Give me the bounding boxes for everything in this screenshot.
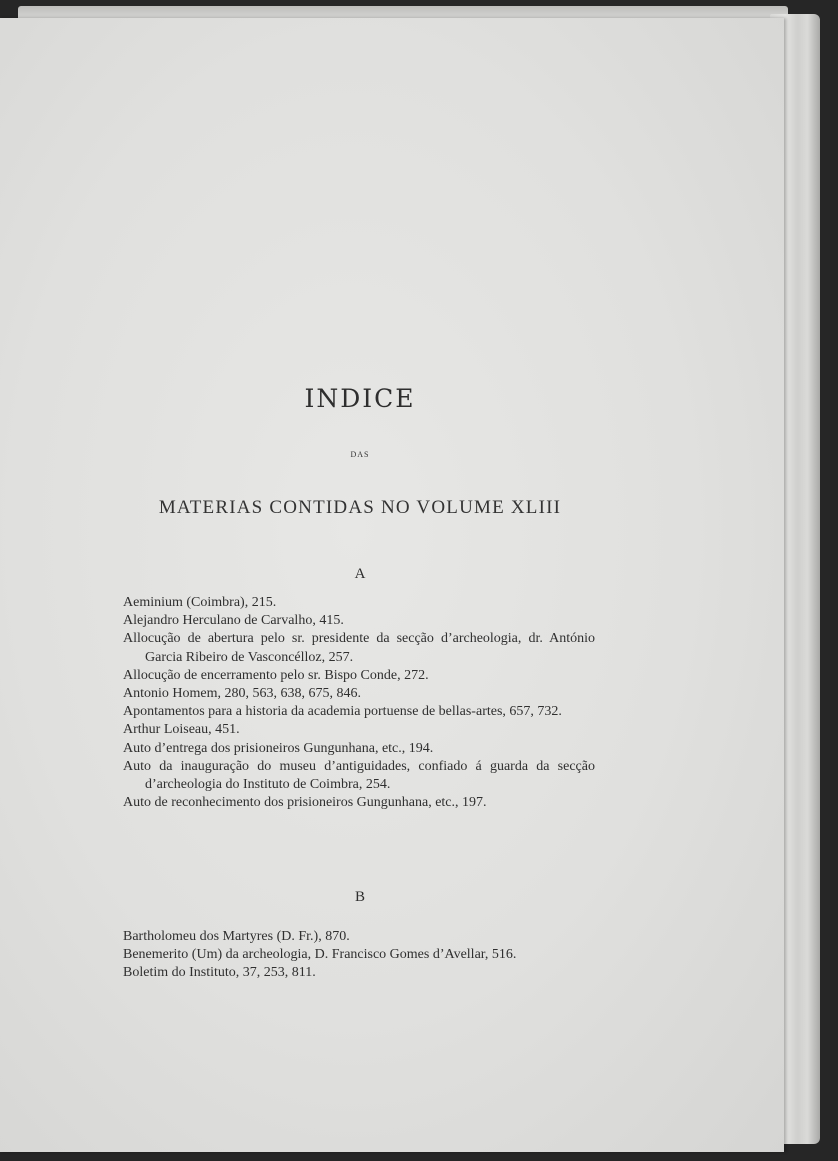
index-entry: Apontamentos para a historia da academia portuense de bellas-artes, 657, 732. bbox=[123, 704, 562, 720]
index-list-a bbox=[123, 594, 595, 812]
page-title: INDICE bbox=[304, 384, 416, 413]
section-letter-b: B bbox=[354, 889, 365, 905]
index-list-b bbox=[123, 928, 595, 983]
section-letter-a: A bbox=[354, 566, 366, 582]
index-entry: Auto d’entrega dos prisioneiros Gungunhana, etc., 194. bbox=[123, 740, 434, 756]
index-entry: Antonio Homem, 280, 563, 638, 675, 846. bbox=[123, 686, 361, 702]
index-entry: Auto da inauguração do museu d’antiguidades, confiado á guarda da secção d’archeologia do Instituto de Coimbra, 254. bbox=[123, 758, 595, 793]
page-das: DAS bbox=[350, 450, 370, 459]
page-subtitle: MATERIAS CONTIDAS NO VOLUME XLIII bbox=[158, 497, 562, 518]
index-entry: Boletim do Instituto, 37, 253, 811. bbox=[123, 965, 316, 981]
index-entry: Allocução de abertura pelo sr. presidente da secção d’archeologia, dr. António Garcia Ribeiro de Vasconcélloz, 257. bbox=[123, 631, 595, 665]
index-entry: Auto de reconhecimento dos prisioneiros Gungunhana, etc., 197. bbox=[123, 795, 487, 811]
index-entry: Benemerito (Um) da archeologia, D. Francisco Gomes d’Avellar, 516. bbox=[123, 947, 517, 963]
index-entry: Aeminium (Coimbra), 215. bbox=[123, 595, 277, 610]
index-entry: Bartholomeu dos Martyres (D. Fr.), 870. bbox=[123, 929, 350, 944]
document-page bbox=[0, 18, 784, 1152]
index-entry: Arthur Loiseau, 451. bbox=[123, 722, 240, 738]
index-entry: Allocução de encerramento pelo sr. Bispo Conde, 272. bbox=[123, 667, 429, 683]
index-entry: Alejandro Herculano de Carvalho, 415. bbox=[123, 613, 344, 629]
